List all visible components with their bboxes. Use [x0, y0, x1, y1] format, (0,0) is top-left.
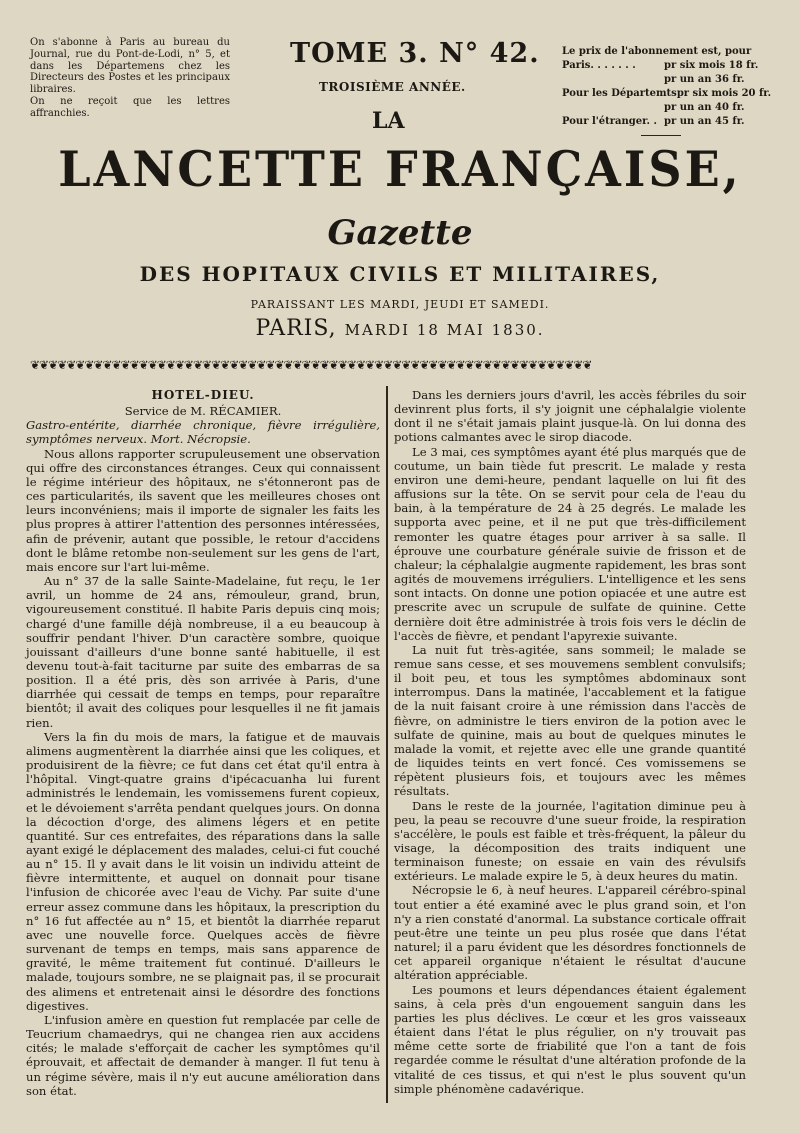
price-label — [562, 101, 664, 115]
price-row — [562, 115, 760, 129]
masthead-subtitle: DES HOPITAUX CIVILS ET MILITAIRES, — [139, 262, 661, 286]
paragraph: Le 3 mai, ces symptômes ayant été plus marqués que de coutume, un bain tiède fut prescrit. Le malade y resta environ une demi-heure, pendant laquelle on lui fit des affusions sur la tête. On se servit pour cela de l'eau du bain, à la température de 24 à 25 degrés. Le malade les supporta avec peine, et il ne put que très-difficilement remonter les quatre étages pour arriver à sa salle. Il éprouve une courbature générale suivie de frisson et de chaleur; la céphalalgie augmente rapidement, les bras sont agités de mouvemens irréguliers. L'intelligence et les sens sont intacts. On donne une potion opiacée et une autre est prescrite avec un scrupule de sulfate de quinine. Cette dernière doit être administrée à trois fois vers le déclin de l'accès de fièvre, et pendant l'apyrexie suivante. — [394, 444, 746, 643]
price-row — [562, 59, 760, 73]
text-column-left — [26, 388, 380, 1098]
price-value: pr un an 40 fr. — [664, 102, 745, 113]
text-column-right — [394, 388, 746, 1096]
paragraph: Dans le reste de la journée, l'agitation diminue peu à peu, la peau se recouvre d'une sueur froide, la respiration s'accélère, le pouls est faible et très-fréquent, la pâleur du visage, la décomposition des traits indiquent une terminaison funeste; on essaie en vain des révulsifs extérieurs. Le malade expire le 5, à deux heures du matin. — [394, 798, 746, 884]
paragraph: Nous allons rapporter scrupuleusement une observation qui offre des circonstances étranges. Ceux qui connaissent le régime intérieur des hôpitaux, ne s'étonneront pas de ces particularités, ils savent que les meilleures choses ont leurs inconvéniens; mais il importe de signaler les faits les plus propres à attirer l'attention des personnes intéressées, afin de prévenir, autant que possible, le retour d'accidens dont le blâme retombe non-seulement sur les gens de l'art, mais encore sur l'art lui-même. — [26, 446, 380, 574]
price-row — [562, 101, 760, 115]
price-value: pr un an 36 fr. — [664, 74, 745, 85]
masthead-article: LA — [372, 108, 405, 134]
price-row — [562, 87, 772, 101]
price-row — [562, 73, 760, 87]
subscription-text: On s'abonne à Paris au bureau du Journal, rue du Pont-de-Lodi, n° 5, et dans les Départemens chez les Directeurs des Postes et les principaux libraires. — [30, 37, 230, 96]
issue-number: TOME 3. N° 42. — [290, 38, 540, 69]
gazette-title: Gazette — [327, 213, 473, 253]
service-heading: Service de M. RÉCAMIER. — [124, 404, 282, 419]
price-table — [562, 45, 772, 136]
paragraph: Vers la fin du mois de mars, la fatigue et de mauvais alimens augmentèrent la diarrhée ainsi que les coliques, et produisirent de la fièvre; ce fut dans cet état qu'il entra à l'hôpital. Vingt-quatre grains d'ipécacuanha lui furent administrés le lendemain, les vomissemens furent copieux, et le dévoiement s'arrêta pendant quelques jours. On donna la décoction d'orge, des alimens légers et en petite quantité. Sur ces entrefaites, des réparations dans la salle ayant exigé le déplacement des malades, celui-ci fut couché au n° 15. Il y avait dans le lit voisin un individu atteint de fièvre intermittente, et auquel on donnait pour tisane l'infusion de chicorée avec l'eau de Vichy. Par suite d'une erreur assez commune dans les hôpitaux, la prescription du n° 16 fut affectée au n° 15, et bientôt la diarrhée reparut avec une nouvelle force. Quelques accès de fièvre survenant de temps en temps, mais sans apparence de gravité, le même traitement fut continué. D'ailleurs le malade, toujours sombre, ne se plaignait pas, il se procurait des alimens et entretenait ainsi le désordre des fonctions digestives. — [26, 729, 380, 1013]
paragraph: L'infusion amère en question fut remplacée par celle de Teucrium chamaedrys, qui ne changea rien aux accidens cités; le malade s'efforçait de cacher les symptômes qu'il éprouvait, et affectait de demander à manger. Il fut tenu à un régime sévère, mais il n'y eut aucune amélioration dans son état. — [26, 1012, 380, 1098]
price-label: Pour l'étranger. . — [562, 116, 657, 127]
date-day: MARDI 18 MAI 1830. — [344, 321, 545, 339]
price-value: pr un an 45 fr. — [664, 116, 745, 127]
subscription-notice — [30, 37, 230, 120]
price-label — [562, 73, 664, 87]
price-value: pr six mois 20 fr. — [676, 88, 772, 99]
paragraph: Au n° 37 de la salle Sainte-Madelaine, fut reçu, le 1er avril, un homme de 24 ans, rémouleur, grand, brun, vigoureusement constitué. Il habite Paris depuis cinq mois; chargé d'une famille déjà nombreuse, il a eu beaucoup à souffrir pendant l'hiver. D'un caractère sombre, quoique jouissant d'ailleurs d'une bonne santé habituelle, il est devenu tout-à-fait taciturne par suite des embarras de sa position. Il a été pris, dès son arrivée à Paris, d'une diarrhée qui cessait de temps en temps, pour reparaître bientôt; il avait des coliques pour lesquelles il ne fit jamais rien. — [26, 574, 380, 730]
case-subtitle: Gastro-entérite, diarrhée chronique, fièvre irrégulière, symptômes nerveux. Mort. Nécropsie. — [26, 418, 380, 447]
date-city: PARIS, — [255, 316, 337, 341]
issue-date — [0, 316, 800, 341]
price-divider — [641, 135, 681, 136]
section-heading: HOTEL-DIEU. — [151, 388, 255, 402]
price-label: Pour les Départemts — [562, 88, 677, 99]
year-label: TROISIÈME ANNÉE. — [319, 80, 466, 94]
paragraph: Les poumons et leurs dépendances étaient également sains, à cela près d'un engouement sanguin dans les parties les plus déclives. Le cœur et les gros vaisseaux étaient dans l'état le plus régulier, on n'y trouvait pas même cette sorte de friabilité que l'on a tant de fois regardée comme le résultat d'une altération profonde de la vitalité de ces tissus, et qui n'est le plus souvent qu'un simple phénomène cadavérique. — [394, 982, 746, 1096]
price-title: Le prix de l'abonnement est, pour — [562, 46, 752, 57]
paragraph: Nécropsie le 6, à neuf heures. L'appareil cérébro-spinal tout entier a été examiné avec le plus grand soin, et l'on n'y a rien constaté d'anormal. La substance corticale offrait peut-être une teinte un peu plus rosée que dans l'état naturel; il a paru évident que les désordres fonctionnels de cet appareil organique n'étaient le résultat d'aucune altération appréciable. — [394, 883, 746, 983]
masthead-title: LANCETTE FRANÇAISE, — [58, 140, 742, 198]
ornament-border: ❦❦❦❦❦❦❦❦❦❦❦❦❦❦❦❦❦❦❦❦❦❦❦❦❦❦❦❦❦❦❦❦❦❦❦❦❦❦❦❦❦❦❦❦❦❦❦❦❦❦❦❦❦❦❦❦❦❦❦❦❦❦ — [30, 358, 592, 372]
letters-notice: On ne reçoit que les lettres affranchies. — [30, 95, 230, 119]
price-value: pr six mois 18 fr. — [664, 60, 759, 71]
column-divider — [386, 386, 388, 1103]
paragraph: La nuit fut très-agitée, sans sommeil; le malade se remue sans cesse, et ses mouvemens semblent convulsifs; il boit peu, et tous les symptômes abdominaux sont interrompus. Dans la matinée, l'accablement et la fatigue de la nuit faisant croire à une rémission dans l'accès de fièvre, on administre le tiers environ de la potion avec le sulfate de quinine, mais au bout de quelques minutes le malade la vomit, et rejette avec elle une grande quantité de liquides teints en vert foncé. Ces vomissemens se répètent plusieurs fois, et toujours avec les mêmes résultats. — [394, 642, 746, 799]
publication-days: PARAISSANT LES MARDI, JEUDI ET SAMEDI. — [250, 298, 550, 311]
price-label: Paris. . . . . . . — [562, 60, 636, 71]
paragraph: Dans les derniers jours d'avril, les accès fébriles du soir devinrent plus forts, il s'y joignit une céphalalgie violente dont il ne s'était jamais plaint jusque-là. On lui donna des potions calmantes avec le sirop diacode. — [394, 388, 746, 445]
